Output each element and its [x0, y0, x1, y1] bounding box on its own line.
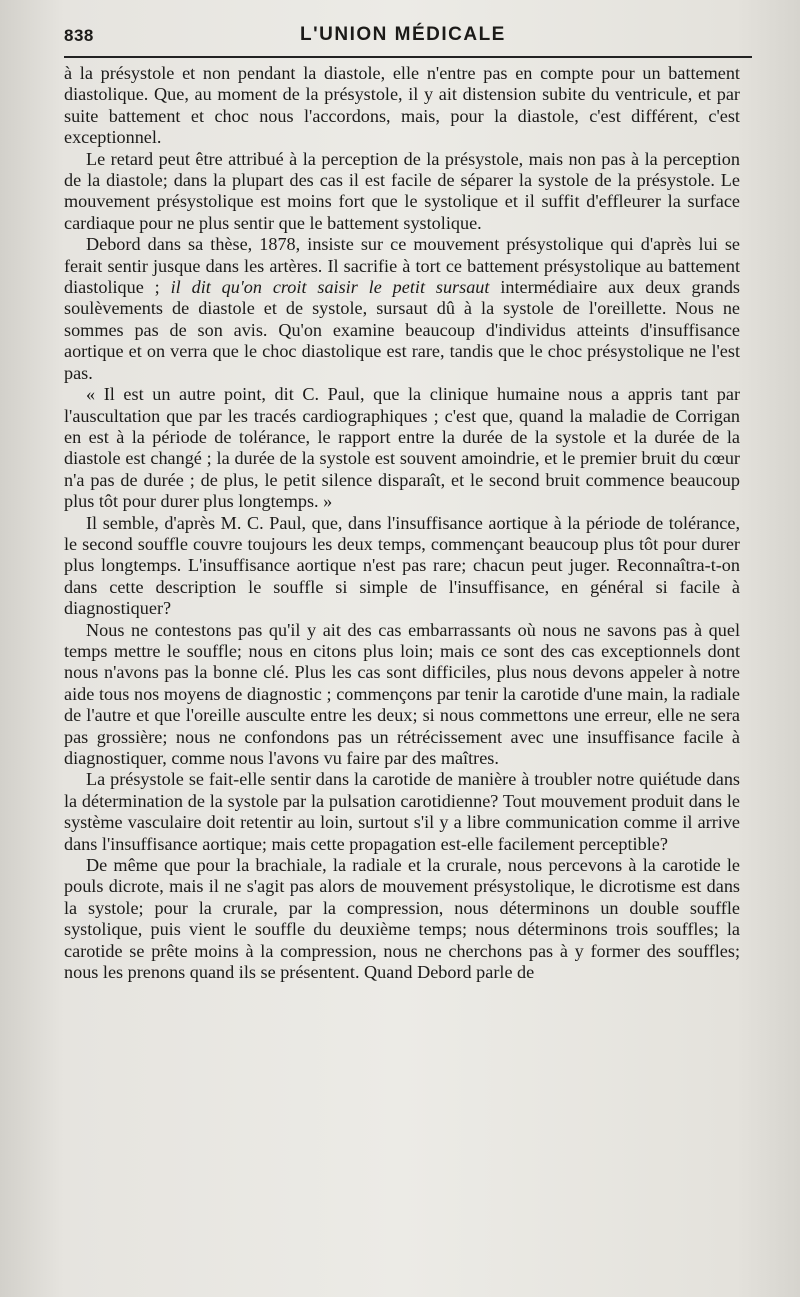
text-run: Il semble, d'après M. C. Paul, que, dans l'insuffisance aortique à la période de tolérance, le second souffle couvre toujours les deux temps, commençant beaucoup plus tôt pour durer plus longtemps. L'insuffisance aortique n'est pas rare; chacun peut juger. Reconnaîtra-t-on dans cette description le souffle si simple de l'insuffisance, en général si facile à diagnostiquer? — [64, 512, 740, 619]
text-run: La présystole se fait-elle sentir dans la carotide de manière à troubler notre quiétude dans la détermination de la systole par la pulsation carotidienne? Tout mouvement produit dans le système vasculaire doit retentir au loin, surtout s'il y a libre communication comme il arrive dans l'insuffisance aortique; mais cette propagation est-elle facilement perceptible? — [64, 769, 740, 854]
italic-quote: il dit qu'on croit saisir le petit sursaut — [170, 277, 490, 298]
page-header — [64, 22, 752, 56]
text-run: à la présystole et non pendant la diastole, elle n'entre pas en compte pour un battement diastolique. Que, au moment de la présystole, il y ait distension subite du ventricule, et par suite battement et choc nous l'accordons, mais, pour la diastole, c'est différent, c'est exceptionnel. — [64, 63, 740, 148]
paragraph — [64, 384, 740, 512]
text-run: Le retard peut être attribué à la perception de la présystole, mais non pas à la perception de la diastole; dans la plupart des cas il est facile de séparer la systole de la présystole. Le mouvement présystolique est moins fort que le systolique et il suffit d'effleurer la surface cardiaque pour ne plus sentir que le battement systolique. — [64, 148, 740, 233]
text-run: De même que pour la brachiale, la radiale et la crurale, nous percevons à la carotide le pouls dicrote, mais il ne s'agit pas alors de mouvement présystolique, le dicrotisme est dans la systole; pour la crurale, par la compression, nous déterminons un double souffle systolique, puis vient le souffle du deuxième temps; nous déterminons trois souffles; la carotide se prête moins à la compression, nous ne cherchons pas à y former des souffles; nous les prenons quand ils se présentent. Quand Debord parle de — [64, 855, 740, 983]
paragraph — [64, 149, 740, 235]
paragraph — [64, 855, 740, 983]
text-run: intermédiaire aux deux grands soulèvements de diastole et de systole, sursaut dû à la systole de l'oreillette. Nous ne sommes pas de son avis. Qu'on examine beaucoup d'individus atteints d'insuffisance aortique et on verra que le choc diastolique est rare, tandis que le choc présystolique ne l'est pas. — [64, 277, 740, 383]
body-text — [64, 63, 740, 983]
paragraph — [64, 620, 740, 770]
text-run: « Il est un autre point, dit C. Paul, que la clinique humaine nous a appris tant par l'auscultation que par les tracés cardiographiques ; c'est que, quand la maladie de Corrigan en est à la période de tolérance, le rapport entre la durée de la systole et la durée de la diastole est changé ; la durée de la systole est souvent amoindrie, et le premier bruit du cœur n'a pas de durée ; de plus, le petit silence disparaît, et le second bruit commence beaucoup plus tôt pour durer plus longtemps. » — [64, 384, 740, 512]
text-run: Nous ne contestons pas qu'il y ait des cas embarrassants où nous ne savons pas à quel temps mettre le souffle; nous en citons plus loin; mais ce sont des cas exceptionnels dont nous n'avons pas la bonne clé. Plus les cas sont difficiles, plus nous devons appeler à notre aide tous nos moyens de diagnostic ; commençons par tenir la carotide d'une main, la radiale de l'autre et que l'oreille ausculte entre les deux; si nous commettons une erreur, elle ne sera pas grossière; nous ne confondons pas un rétrécissement avec une insuffisance facile à diagnostiquer, comme nous l'avons vu faire par des maîtres. — [64, 619, 740, 768]
paragraph — [64, 513, 740, 620]
paragraph — [64, 234, 740, 384]
header-rule — [64, 56, 752, 58]
page-number: 838 — [64, 26, 94, 45]
paragraph — [64, 769, 740, 855]
running-title: L'UNION MÉDICALE — [300, 24, 506, 45]
text-run: Debord dans sa thèse, 1878, insiste sur ce mouvement présystolique qui d'après lui se ferait sentir jusque dans les artères. Il sacrifie à tort ce battement présystolique au battement diastolique ; — [64, 234, 740, 298]
paragraph — [64, 63, 740, 149]
